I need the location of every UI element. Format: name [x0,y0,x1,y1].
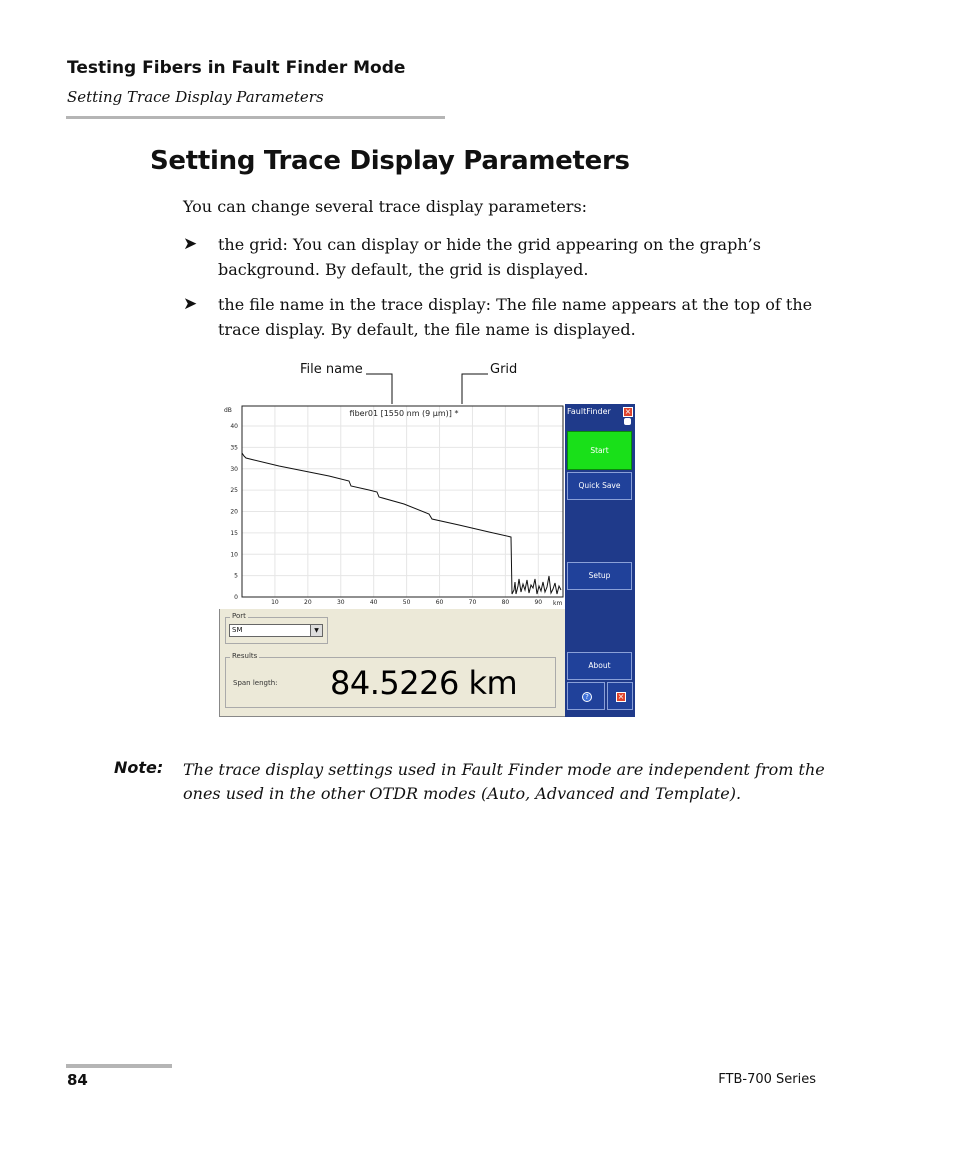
y-tick-label: 5 [234,572,238,580]
exit-button[interactable] [607,682,633,710]
bullet-arrow-icon: ➤ [183,294,198,314]
x-tick-label: 60 [435,599,444,606]
exit-icon: × [617,692,625,701]
bullet-text: the grid: You can display or hide the grid appearing on the graph’s background. By default, the grid is displayed. [218,235,761,279]
x-tick-label: 20 [304,599,312,606]
port-select[interactable] [229,624,323,637]
note-label: Note: [114,758,164,777]
bullet-arrow-icon: ➤ [183,234,198,254]
y-tick-label: 20 [230,508,238,516]
close-icon[interactable]: × [624,407,632,416]
span-length-value: 84.5226 km [330,664,518,702]
span-length-label: Span length: [233,679,278,687]
callout-file-name: File name [300,362,363,377]
help-button[interactable] [567,682,605,710]
y-tick-label: 15 [230,529,238,537]
x-tick-label: 90 [534,599,543,606]
x-tick-label: 10 [271,599,279,606]
footer-divider [66,1064,172,1068]
chevron-down-icon[interactable]: ▼ [310,625,322,636]
intro-paragraph: You can change several trace display parameters: [183,197,588,216]
y-tick-label: 30 [230,465,238,473]
y-unit-label: dB [224,407,232,414]
start-button[interactable]: Start [567,431,632,470]
x-tick-label: 30 [336,599,345,606]
callout-grid: Grid [490,362,518,377]
trace-file-name: fiber01 [1550 nm (9 µm)] * [349,409,459,418]
panel-title: FaultFinder [567,407,611,416]
x-unit-label: km [553,600,563,607]
y-tick-label: 25 [230,487,238,495]
product-series: FTB-700 Series [718,1072,816,1087]
x-tick-label: 50 [402,599,411,606]
pin-icon[interactable] [624,418,631,425]
page-number: 84 [67,1071,88,1089]
y-tick-label: 35 [230,444,238,452]
trace-graph [219,404,565,609]
x-tick-label: 70 [468,599,477,606]
results-legend: Results [232,652,258,660]
port-selected-value: SM [232,626,243,634]
section-subtitle: Setting Trace Display Parameters [67,88,324,106]
quick-save-button[interactable]: Quick Save [567,472,632,500]
help-icon: ? [582,692,592,702]
page-heading: Setting Trace Display Parameters [150,146,630,176]
y-tick-label: 40 [230,423,238,430]
y-tick-label: 0 [234,594,238,601]
x-tick-label: 80 [501,599,510,606]
port-legend: Port [232,612,246,620]
setup-button[interactable]: Setup [567,562,632,590]
bullet-text: the file name in the trace display: The file name appears at the top of the trace display. By default, the file name is displayed. [218,295,813,339]
note-text: The trace display settings used in Fault Finder mode are independent from the ones used in the other OTDR modes (Auto, Advanced and Template). [183,760,825,803]
y-tick-label: 10 [230,551,238,559]
x-tick-label: 40 [369,599,378,606]
about-button[interactable]: About [567,652,632,680]
chapter-title: Testing Fibers in Fault Finder Mode [67,58,406,78]
